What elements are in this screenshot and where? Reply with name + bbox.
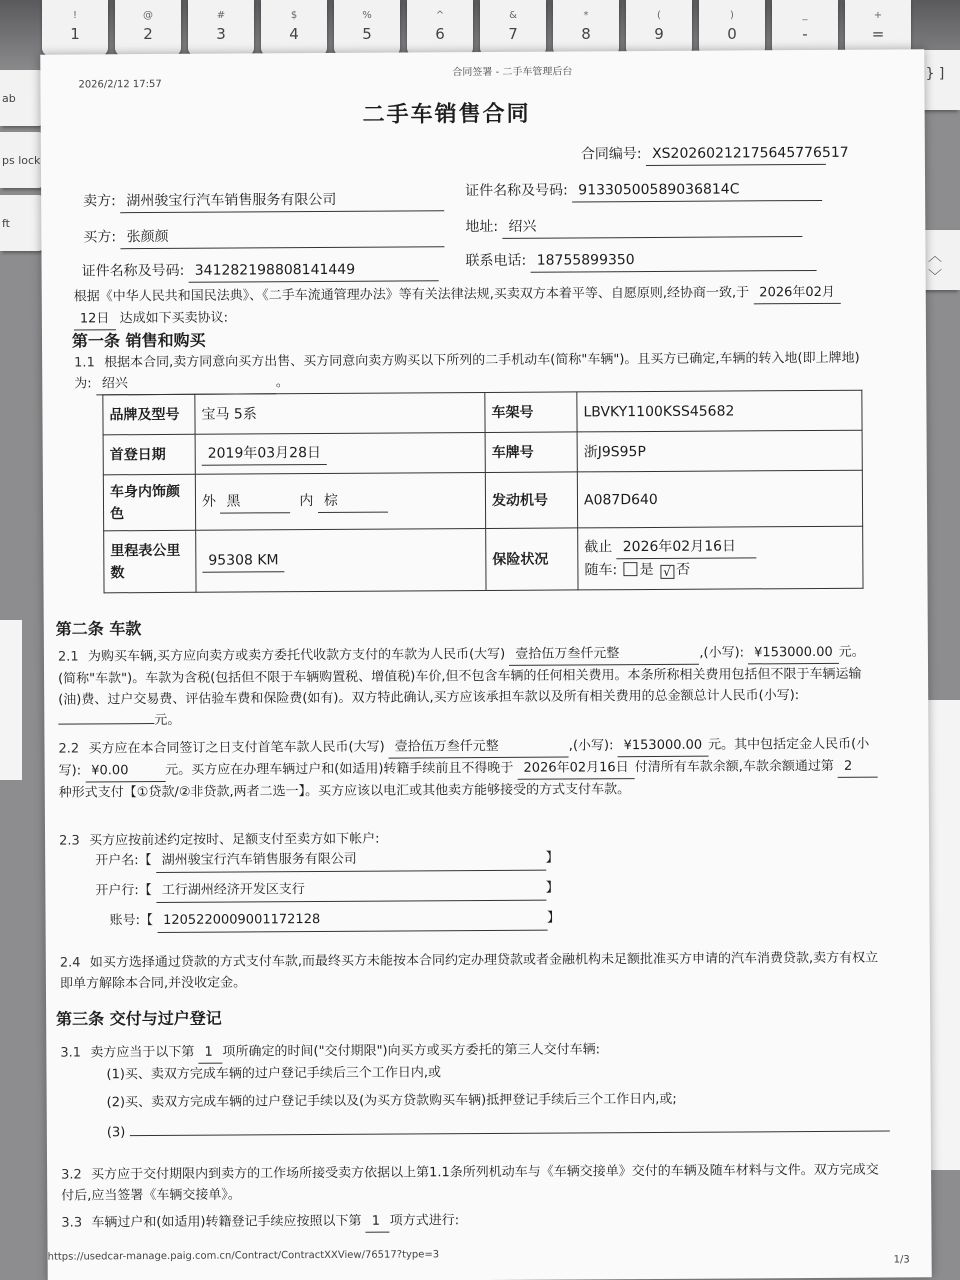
print-url: https://usedcar-manage.paig.com.cn/Contract/ContractXXView/76517?type=3 [47, 1249, 440, 1263]
clause-2-4-text: 如买方选择通过贷款的方式支付车款,而最终买方未能按本合同约定办理贷款或者金融机构未足额批准买方申请的汽车消费贷款,卖方有权立即单方解除本合同,并没收定金。 [59, 950, 879, 992]
engine-label: 发动机号 [485, 472, 577, 529]
account-number: 1205220009001172128 [157, 908, 547, 933]
contract-number-row [580, 142, 849, 166]
print-page-title: 合同签署 - 二手车管理后台 [452, 66, 573, 79]
delivery-option-3-blank [129, 1116, 889, 1137]
balance-due-date: 2026年02月16日 [517, 757, 634, 780]
key-7: & 7 [480, 0, 546, 56]
seller-label: 卖方: [83, 193, 116, 210]
address-label: 地址: [465, 218, 499, 236]
insurance-until: 2026年02月16日 [617, 535, 757, 559]
clause-2-2 [58, 734, 878, 804]
clause-1-1: 1.1 根据本合同,卖方同意向买方出售、买方同意向卖方购买以下所列的二手机动车(简称"车辆")。且买方已确定,车辆的转入地(即上牌地)为: 绍兴 。 [74, 348, 864, 396]
contract-page [40, 49, 931, 1280]
clause-3-3-text-b: 项方式进行: [389, 1213, 460, 1229]
mileage-cell [196, 528, 486, 592]
plate-value: 浙J9S95P [577, 430, 862, 472]
document-title: 二手车销售合同 [362, 101, 531, 128]
key-4: $ 4 [261, 0, 327, 56]
no-checkbox: √ [660, 565, 674, 579]
color-cell [195, 473, 485, 531]
first-reg-cell [195, 433, 485, 475]
account-bank-label: 开户行:【 [95, 883, 152, 899]
clause-2-1-text-c: 元。(简称"车款")。车款为含税(包括但不限于车辆购置税、增值税)车价,但不包含车辆的任何相关费用。本条所称相关费用包括但不限于车辆运输(油)费、过户交易费、评估验车费和保险费(如有)。双方特此确认,买方应该承担车款以及所有相关费用的总金额总计人民币(小写): [58, 644, 865, 708]
delivery-option-2: (2)买、卖双方完成车辆的过户登记手续以及(为买方贷款购买车辆)抵押登记手续后三个工作日内,或; [106, 1091, 677, 1111]
clause-3-1 [60, 1038, 880, 1065]
brand-value: 宝马 5系 [195, 393, 485, 435]
print-page-number: 1/3 [893, 1254, 910, 1266]
key-shift: ft [0, 195, 46, 251]
clause-2-2-text-f: 种形式支付【①贷款/②非贷款,两者二选一】。买方应该以电汇或其他卖方能够接受的方式支付车款。 [58, 782, 631, 801]
delivery-option-3 [107, 1116, 890, 1145]
account-number-label: 账号:【 [109, 913, 153, 929]
seller-id-label: 证件名称及号码: [465, 182, 568, 200]
clause-3-1-text: 卖方应当于以下第 [90, 1044, 195, 1061]
no-label: 否 [675, 561, 691, 578]
seller-id-row [465, 178, 822, 203]
delivery-option: 1 [198, 1042, 222, 1064]
key-5: % 5 [334, 0, 400, 56]
mileage-value: 95308 KM [202, 549, 284, 573]
clause-2-1 [58, 642, 879, 732]
buyer-label: 买方: [83, 229, 117, 246]
insurance-label: 保险状况 [486, 528, 578, 591]
key-caps-lock: ps lock [0, 132, 46, 188]
clause-number: 2.2 [58, 741, 80, 757]
key-equals: + = [845, 0, 911, 56]
mileage-label: 里程表公里数 [104, 530, 196, 593]
article-1-heading: 第一条 销售和购买 [71, 330, 206, 351]
yes-label: 是 [639, 561, 654, 579]
clause-2-1-text-d: 元。 [154, 712, 181, 729]
bracket: 】 [547, 910, 561, 926]
delivery-option-3-label: (3) [106, 1125, 126, 1141]
key-8: * 8 [553, 0, 619, 56]
account-name-label: 开户名:【 [95, 853, 152, 869]
clause-number: 3.2 [61, 1167, 82, 1183]
vin-label: 车架号 [485, 392, 577, 433]
clause-number: 3.1 [60, 1045, 82, 1061]
plate-label: 车牌号 [485, 432, 577, 473]
total-amount [58, 723, 154, 725]
intro-paragraph [74, 282, 858, 331]
color-label: 车身内饰颜色 [103, 474, 195, 531]
clause-2-1-text-b: ,(小写): [699, 645, 745, 661]
account-bank-row [95, 878, 559, 904]
buyer-row [83, 224, 444, 249]
bracket: 】 [545, 880, 559, 896]
key-bracket: } ] [910, 50, 960, 110]
transfer-option: 1 [366, 1211, 390, 1233]
left-paper-edge [0, 620, 22, 780]
buyer-id: 341282198808141449 [189, 258, 439, 283]
intro-date-month: 2026年02月 [753, 282, 841, 305]
article-2-heading: 第二条 车款 [55, 619, 142, 639]
intro-text-end: 达成如下买卖协议: [119, 310, 228, 327]
address: 绍兴 [502, 214, 802, 239]
clause-number: 2.4 [59, 955, 81, 971]
address-row [465, 214, 802, 239]
buyer-name: 张颜颜 [120, 224, 444, 249]
price-amount: ¥153000.00 [748, 642, 839, 665]
first-payment-amount: ¥153000.00 [618, 735, 709, 758]
buyer-id-label: 证件名称及号码: [81, 262, 185, 280]
insurance-cell [578, 526, 863, 590]
engine-value: A087D640 [577, 470, 862, 528]
clause-3-3 [61, 1208, 881, 1235]
bracket: 】 [545, 850, 559, 866]
key-minus: _ - [772, 0, 838, 56]
key-9: ( 9 [626, 0, 692, 56]
insurance-until-label: 截止 [584, 539, 613, 556]
clause-3-2-text: 买方应于交付期限内到卖方的工作场所接受卖方依据以上第1.1条所列机动车与《车辆交接单》交付的车辆及随车材料与文件。双方完成交付后,应当签署《车辆交接单》。 [61, 1162, 879, 1204]
phone-label: 联系电话: [465, 252, 527, 270]
key-tab: ab [0, 70, 46, 126]
exterior-label: 外 [201, 493, 217, 510]
seller-id: 91330500589036814C [572, 178, 822, 203]
clause-2-2-text-e: 付清所有车款余额,车款余额通过第 [634, 758, 834, 776]
account-name-row [95, 848, 559, 874]
brand-label: 品牌及型号 [103, 394, 195, 435]
clause-2-2-text-b: ,(小写): [568, 738, 614, 754]
buyer-id-row [82, 258, 439, 283]
vehicle-info-table [102, 390, 863, 594]
account-number-row [109, 908, 560, 934]
clause-1-1-text: 根据本合同,卖方同意向买方出售、买方同意向卖方购买以下所列的二手机动车(简称"车辆")。且买方已确定,车辆的转入地(即上牌地)为: [74, 350, 860, 392]
article-3-heading: 第三条 交付与过户登记 [56, 1008, 222, 1029]
contract-number: XS20260212175645776517 [646, 142, 826, 166]
clause-2-2-text-c: 元。其中包括定金人民币(小写): [58, 736, 870, 779]
clause-number: 3.3 [61, 1215, 83, 1231]
first-reg-label: 首登日期 [103, 434, 195, 475]
phone: 18755899350 [531, 248, 817, 273]
first-payment-in-words: 壹拾伍万叁仟元整 [389, 735, 569, 758]
key-6: ^ 6 [407, 0, 473, 56]
key-1: ! 1 [42, 0, 108, 56]
seller-name: 湖州骏宝行汽车销售服务有限公司 [120, 188, 444, 213]
intro-text: 根据《中华人民共和国民法典》、《二手车流通管理办法》等有关法律法规,买卖双方本着平等、自愿原则,经协商一致,于 [73, 285, 750, 305]
key-2: @ 2 [115, 0, 181, 56]
key-0: ) 0 [699, 0, 765, 56]
clause-3-2 [61, 1160, 881, 1207]
delivery-option-1: (1)买、卖双方完成车辆的过户登记手续后三个工作日内,或 [106, 1065, 442, 1083]
deposit-amount: ¥0.00 [85, 760, 165, 782]
first-reg-value: 2019年03月28日 [202, 442, 327, 466]
seller-row [83, 188, 444, 213]
clause-2-3-text: 买方应按前述约定按时、足额支付至卖方如下帐户: [89, 831, 380, 849]
clause-2-2-text-d: 元。买方应在办理车辆过户和(如适用)转籍手续前且不得晚于 [165, 760, 514, 778]
vin-value: LBVKY1100KSS45682 [577, 390, 862, 432]
key-arrow: ︿ ﹀ [910, 230, 960, 290]
clause-number: 2.1 [57, 649, 79, 665]
clause-number: 1.1 [74, 355, 95, 371]
phone-row [465, 248, 816, 273]
exterior-color: 黑 [220, 490, 290, 513]
clause-2-1-text: 为购买车辆,买方应向卖方或卖方委托代收款方支付的车款为人民币(大写) [87, 646, 506, 665]
price-in-words: 壹拾伍万叁仟元整 [509, 643, 699, 666]
clause-3-3-text: 车辆过户和(如适用)转籍登记手续应按照以下第 [91, 1213, 362, 1231]
payment-method: 2 [838, 756, 878, 778]
print-timestamp: 2026/2/12 17:57 [78, 78, 162, 91]
with-car-label: 随车: [584, 562, 618, 579]
transfer-place: 绍兴 [96, 372, 276, 395]
account-bank: 工行湖州经济开发区支行 [156, 878, 546, 903]
account-name: 湖州骏宝行汽车销售服务有限公司 [156, 848, 546, 873]
clause-2-4 [60, 948, 880, 995]
clause-3-1-text-b: 项所确定的时间("交付期限")向买方或买方委托的第三人交付车辆: [222, 1042, 601, 1060]
clause-number: 2.3 [59, 833, 80, 849]
clause-2-2-text: 买方应在本合同签订之日支付首笔车款人民币(大写) [88, 739, 385, 757]
key-3: # 3 [188, 0, 254, 56]
intro-date-day: 12日 [74, 308, 116, 330]
yes-checkbox [624, 562, 638, 576]
interior-label: 内 [299, 493, 314, 510]
interior-color: 棕 [318, 490, 388, 513]
contract-number-label: 合同编号: [580, 146, 642, 163]
